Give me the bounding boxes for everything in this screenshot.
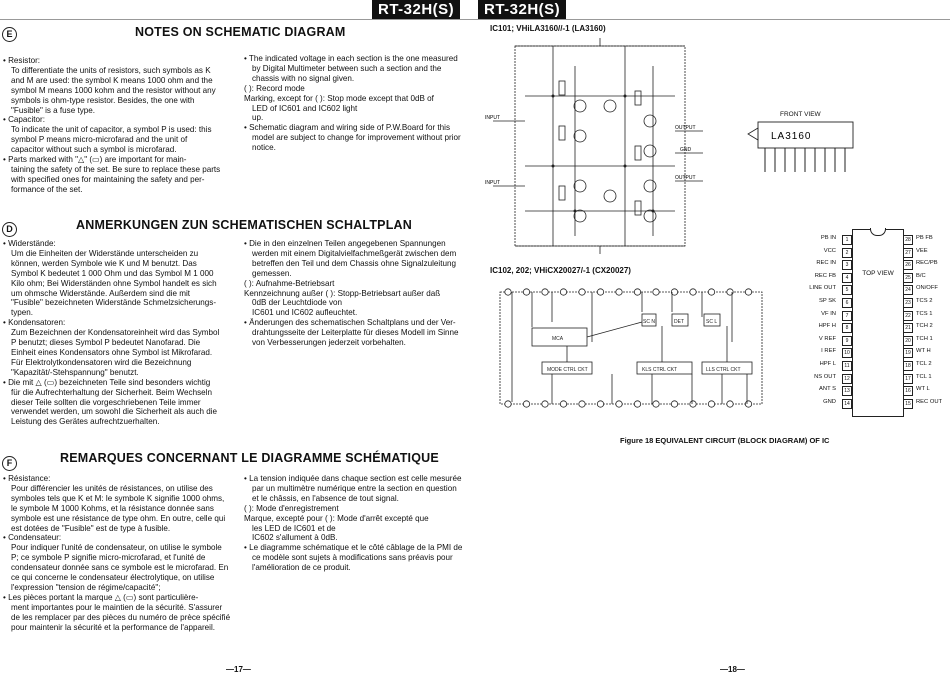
text-line: chassis with no signal given. <box>252 73 355 83</box>
text-line: LED of IC601 and IC602 light <box>252 103 358 113</box>
text-line: • Résistance: <box>3 474 51 483</box>
text-line: Einheit eines Kondensators ohne Symbol ist Mikrofarad. <box>11 347 213 357</box>
text-line: • Kondensatoren: <box>3 318 66 328</box>
section-marker-e: E <box>2 27 17 42</box>
figure-caption: Figure 18 EQUIVALENT CIRCUIT (BLOCK DIAGRAM) OF IC <box>620 436 830 445</box>
dip-pin-number: 21 <box>903 323 913 333</box>
dip-pin-number: 28 <box>903 235 913 245</box>
text-line: To differentiate the units of resistors, such symbols as K <box>11 65 211 75</box>
block-kls-ctrl: KLS CTRL CKT <box>642 367 678 373</box>
dip-pin-label: SP SK <box>819 298 836 304</box>
paragraph <box>244 318 474 348</box>
block-mca: MCA <box>552 336 564 342</box>
text-line: symboles tels que K et M: le symbole K signifie 1000 ohms, <box>11 493 225 503</box>
text-line: • Capacitor: <box>3 115 45 125</box>
text-line: Marque, excepté pour ( ): Mode d'arrêt excepté que <box>244 513 429 523</box>
dip-pin-number: 13 <box>842 386 852 396</box>
text-line: P; ce symbole P signifie micro-microfarad, et l'unité de <box>11 553 206 563</box>
german-left-column <box>3 239 243 427</box>
page-header-tag-left: RT-32H(S) <box>372 0 460 20</box>
paragraph <box>3 318 243 377</box>
dip-pin-number: 19 <box>903 348 913 358</box>
block-lls-ctrl: LLS CTRL CKT <box>706 367 741 373</box>
text-line: de les remplacer par des pièces du numéro de prèce spécifié <box>11 612 231 622</box>
dip-pin-label: HPF H <box>818 323 836 330</box>
dip-pin-label: PB IN <box>820 235 836 241</box>
text-line: Kennzeichnung außer ( ): Stopp-Betriebsart außer daß <box>244 288 441 298</box>
ic102-title: IC102, 202; VHiCX20027/-1 (CX20027) <box>490 266 631 275</box>
paragraph <box>244 504 474 514</box>
ic101-output2-label: OUTPUT <box>675 175 696 181</box>
text-line: betreffen den Teil und dem Chassis ohne Signalzuleitung <box>252 258 456 268</box>
text-line: von Verbesserungen jederzeit vorbehalten. <box>252 338 406 348</box>
block-scl: SC L <box>706 319 718 325</box>
dip-pin-label: ON/OFF <box>916 285 938 292</box>
text-line: "Kapazität/-Stehspannung" benutzt. <box>11 367 139 377</box>
ic101-input2-label: INPUT <box>485 180 500 186</box>
text-line: symbol M means 1000 kohm and the resistor without any <box>11 85 216 95</box>
text-line: IC602 s'allument à 0dB. <box>252 533 338 543</box>
dip-pin-label: VF IN <box>821 310 836 317</box>
text-line: ce qui concerne le condensateur électrolytique, on utilise <box>11 573 215 583</box>
dip-pin-number: 17 <box>903 374 913 384</box>
text-line: formance of the set. <box>11 184 83 194</box>
german-right-column <box>244 239 474 348</box>
text-line: symbols is ohm-type resistor. Besides, the one with <box>11 95 195 105</box>
dip-pin-number: 24 <box>903 285 913 295</box>
ic101-gnd-label: GND <box>680 147 692 153</box>
text-line: pour maintenir la sécurité et la performance de l'appareil. <box>11 622 215 632</box>
dip-pin-number: 7 <box>842 311 852 321</box>
dip-pin-number: 5 <box>842 285 852 295</box>
text-line: "Fusible" is a fuse type. <box>11 105 96 115</box>
block-pin <box>708 289 714 295</box>
dip-pin-label: TCH 2 <box>916 323 933 330</box>
text-line: • Die in den einzelnen Teilen angegebenen Spannungen <box>244 239 446 248</box>
paragraph <box>244 94 474 124</box>
text-line: gemessen. <box>252 268 292 278</box>
block-pin <box>708 401 714 407</box>
text-line: up. <box>252 113 264 123</box>
section-title-french: REMARQUES CONCERNANT LE DIAGRAMME SCHÉMATIQUE <box>60 451 439 465</box>
dip-pin-label: REC OUT <box>916 398 943 405</box>
block-pin <box>505 289 511 295</box>
text-line: • Resistor: <box>3 56 41 65</box>
ic101-schematic <box>485 36 710 258</box>
dip-pin-label: LINE OUT <box>809 285 836 292</box>
text-line: taining the safety of the set. Be sure to replace these parts <box>11 164 221 174</box>
section-title-english: NOTES ON SCHEMATIC DIAGRAM <box>135 25 346 39</box>
dip-pin-number: 1 <box>842 235 852 245</box>
block-pin <box>671 401 677 407</box>
paragraph <box>244 514 474 544</box>
block-pin <box>745 401 751 407</box>
dip-pin-label: NS OUT <box>814 373 836 380</box>
text-line: verwendet werden, um sowohl die Sicherheit als auch die <box>11 407 218 417</box>
block-pin <box>523 401 529 407</box>
text-line: Zum Bezeichnen der Kondensatoreinheit wird das Symbol <box>11 328 220 338</box>
dip-pin-number: 23 <box>903 298 913 308</box>
block-pin <box>597 401 603 407</box>
paragraph <box>244 474 474 504</box>
paragraph <box>3 155 243 195</box>
text-line: • Änderungen des schematischen Schaltplans und der Ver- <box>244 318 456 328</box>
text-line: with specified ones for maintaining the safety and per- <box>11 174 205 184</box>
dip-pin-number: 20 <box>903 336 913 346</box>
text-line: l'amélioration de ce produit. <box>252 563 351 573</box>
text-line: • Les pièces portant la marque △ (▭) sont particulière- <box>3 592 199 602</box>
text-line: capacitor without such a symbol is microfarad. <box>11 145 177 155</box>
text-line: est dotées de "Fusible" est de type à fusible. <box>11 523 171 533</box>
dip-pin-label: WT L <box>916 386 930 393</box>
block-pin <box>653 289 659 295</box>
block-mode-ctrl: MODE CTRL CKT <box>547 367 588 373</box>
dip-pin-label: ANT S <box>819 386 836 393</box>
text-line: symbole est une résistance de type ohm. En outre, celle qui <box>11 513 226 523</box>
text-line: les LED de IC601 et de <box>252 523 336 533</box>
text-line: Kilo ohm; Bei Widerständen ohne Symbol handelt es sich <box>11 278 217 288</box>
text-line: dieser Teile sollten die vorgeschriebenen Teile immer <box>11 397 201 407</box>
dip-pin-number: 11 <box>842 361 852 371</box>
block-det: DET <box>674 319 684 325</box>
section-marker-f: F <box>2 456 17 471</box>
text-line: • Widerstände: <box>3 239 56 248</box>
text-line: par un multimètre numérique entre la section en question <box>252 483 457 493</box>
dip-pin-number: 3 <box>842 260 852 270</box>
text-line: • Die mit △ (▭) bezeichneten Teile sind besonders wichtig <box>3 377 211 387</box>
text-line: ( ): Mode d'enregistrement <box>244 503 339 513</box>
dip-pin-label: WT H <box>916 348 931 355</box>
dip-pin-label: V REF <box>818 335 836 342</box>
paragraph <box>3 474 243 533</box>
block-pin <box>727 401 733 407</box>
text-line: Pour indiquer l'unité de condensateur, on utilise le symbole <box>11 543 222 553</box>
text-line: l'expression "tension de régime/capacité"; <box>11 582 161 592</box>
block-pin <box>579 401 585 407</box>
text-line: typen. <box>11 308 34 318</box>
text-line: et le châssis, en l'absence de tout signal. <box>252 493 399 503</box>
la3160-chip-label: LA3160 <box>771 131 812 142</box>
dip-pin-number: 2 <box>842 248 852 258</box>
dip-pin-number: 18 <box>903 361 913 371</box>
block-pin <box>616 289 622 295</box>
paragraph <box>244 84 474 94</box>
text-line: werden mit einem Digitalvielfachmeßgerät zwischen dem <box>252 248 457 258</box>
block-pin <box>634 401 640 407</box>
paragraph <box>244 279 474 289</box>
ic101-input1-label: INPUT <box>485 115 500 121</box>
section-marker-d: D <box>2 222 17 237</box>
dip-pin-label: HPF L <box>819 361 836 367</box>
text-line: können, werden Symbole wie K und M benutzt. Das <box>11 258 197 268</box>
text-line: P benutzt; dieses Symbol P bedeutet Nanofarad. Die <box>11 338 201 348</box>
block-scn: SC N <box>643 319 655 325</box>
dip-pin-number: 9 <box>842 336 852 346</box>
text-line: ce modèle sont sujets à modifications sans préavis pour <box>252 553 453 563</box>
block-pin <box>560 289 566 295</box>
block-pin <box>690 289 696 295</box>
dip-pin-label: REC/PB <box>916 260 938 267</box>
text-line: and M are used: the symbol K means 1000 ohm and the <box>11 75 213 85</box>
dip-pin-number: 16 <box>903 386 913 396</box>
text-line: ment importantes pour le maintien de la sécurité. S'assurer <box>11 602 223 612</box>
paragraph <box>244 543 474 573</box>
paragraph <box>244 239 474 279</box>
text-line: IC601 und IC602 aufleuchtet. <box>252 308 358 318</box>
text-line: 0dB der Leuchtdiode von <box>252 298 342 308</box>
paragraph <box>3 533 243 592</box>
text-line: "Fusible" bezeichneten Widerstände Schmelzsicherungs- <box>11 298 217 308</box>
text-line: model are subject to change for improvement without prior <box>252 133 461 143</box>
dip-pin-number: 14 <box>842 399 852 409</box>
text-line: le symbole M 1000 Kohms, et la résistance donnée sans <box>11 503 214 513</box>
dip-pin-label: TCL 1 <box>916 373 932 380</box>
english-right-column <box>244 54 474 153</box>
dip-pin-number: 4 <box>842 273 852 283</box>
dip-pin-number: 25 <box>903 273 913 283</box>
page-number-left: —17— <box>226 665 251 674</box>
block-pin <box>542 401 548 407</box>
block-pin <box>542 289 548 295</box>
block-pin <box>505 401 511 407</box>
text-line: notice. <box>252 143 276 153</box>
paragraph <box>244 54 474 84</box>
block-pin <box>579 289 585 295</box>
text-line: by Digital Multimeter between such a section and the <box>252 63 442 73</box>
paragraph <box>3 378 243 428</box>
dip-pin-label: TCS 2 <box>916 298 933 304</box>
block-pin <box>616 401 622 407</box>
dip-pin-number: 15 <box>903 399 913 409</box>
header-rule <box>0 19 950 20</box>
text-line: Pour différencier les unités de résistances, on utilise des <box>11 483 213 493</box>
text-line: Marking, except for ( ): Stop mode except that 0dB of <box>244 93 434 103</box>
text-line: Für Elektrolytkondensatoren wird die Bezeichnung <box>11 357 192 367</box>
page-header-tag-right: RT-32H(S) <box>478 0 566 20</box>
la3160-front-view <box>743 120 863 180</box>
text-line: symbol P means micro-microfarad and the unit of <box>11 135 188 145</box>
french-right-column <box>244 474 474 573</box>
dip-pin-label: B/C <box>916 272 926 279</box>
text-line: Um die Einheiten der Widerstände unterscheiden zu <box>11 248 199 258</box>
dip-pin-label: GND <box>823 398 836 405</box>
paragraph <box>3 115 243 155</box>
block-pin <box>634 289 640 295</box>
text-line: • Condensateur: <box>3 533 62 543</box>
french-left-column <box>3 474 243 633</box>
text-line: ( ): Record mode <box>244 83 305 93</box>
text-line: • The indicated voltage in each section is the one measured <box>244 54 458 63</box>
section-title-german: ANMERKUNGEN ZUN SCHEMATISCHEN SCHALTPLAN <box>76 218 413 232</box>
text-line: Symbol K bedeutet 1 000 Ohm und das Symbol M 1 000 <box>11 268 214 278</box>
text-line: für die Aufrechterhaltung der Sicherheit. Beim Wechseln <box>11 387 212 397</box>
dip-pin-label: TCS 1 <box>916 310 933 317</box>
paragraph <box>3 239 243 318</box>
ic101-output1-label: OUTPUT <box>675 125 696 131</box>
dip-pin-label: VCC <box>823 247 836 254</box>
front-view-label: FRONT VIEW <box>780 111 821 118</box>
page-number-right: —18— <box>720 665 745 674</box>
text-line: ( ): Aufnahme-Betriebsart <box>244 278 335 288</box>
top-view-label: TOP VIEW <box>862 270 894 277</box>
block-pin <box>745 289 751 295</box>
dip-pin-number: 12 <box>842 374 852 384</box>
block-pin <box>690 401 696 407</box>
dip-pin-label: REC IN <box>816 260 836 267</box>
english-left-column <box>3 56 243 195</box>
dip-pin-label: TCH 1 <box>916 335 933 342</box>
dip-pin-number: 27 <box>903 248 913 258</box>
block-pin <box>523 289 529 295</box>
paragraph <box>3 56 243 115</box>
dip-pin-number: 22 <box>903 311 913 321</box>
dip-pin-number: 10 <box>842 348 852 358</box>
text-line: um ohmsche Widerstände. Außerdem sind die mit <box>11 288 191 298</box>
dip-pin-label: PB FB <box>916 235 933 241</box>
text-line: Leistung des Gerätes aufrechtzuerhalten. <box>11 417 160 427</box>
text-line: • Le diagramme schématique et le côté câblage de la PMI de <box>244 543 463 553</box>
text-line: To indicate the unit of capacitor, a symbol P is used: this <box>11 125 212 135</box>
dip-pin-number: 6 <box>842 298 852 308</box>
text-line: condensateur donnée sans ce symbole est le microfarad. En <box>11 563 229 573</box>
block-pin <box>653 401 659 407</box>
text-line: drahtungsseite der Leiterplatte für dieses Modell im Sinne <box>252 328 459 338</box>
ic101-title: IC101; VHiLA3160//-1 (LA3160) <box>490 24 606 33</box>
block-pin <box>597 289 603 295</box>
text-line: • La tension indiquée dans chaque section est celle mesurée <box>244 474 462 483</box>
block-pin <box>560 401 566 407</box>
dip-pin-label: I REF <box>821 348 836 355</box>
text-line: • Schematic diagram and wiring side of P.W.Board for this <box>244 123 451 133</box>
dip-pin-label: REC FB <box>814 272 836 279</box>
paragraph <box>244 289 474 319</box>
dip-pin-number: 8 <box>842 323 852 333</box>
cx20027-block-diagram <box>492 282 772 412</box>
paragraph <box>244 123 474 153</box>
dip-notch <box>870 228 886 236</box>
text-line: • Parts marked with "△" (▭) are important for main- <box>3 155 187 165</box>
cx20027-dip-package <box>852 229 904 417</box>
dip-pin-label: VEE <box>916 247 928 254</box>
paragraph <box>3 593 243 633</box>
dip-pin-number: 26 <box>903 260 913 270</box>
ic101-outline <box>515 46 685 246</box>
dip-pin-label: TCL 2 <box>916 361 932 367</box>
